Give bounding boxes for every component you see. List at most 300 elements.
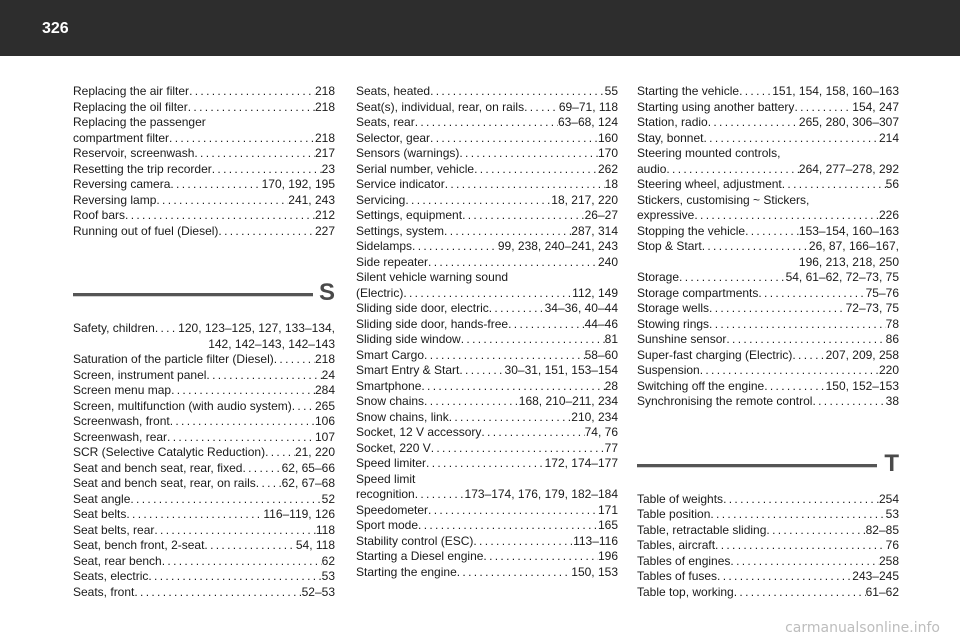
index-column-3	[637, 84, 899, 600]
page-reference: 34–36, 40–44	[544, 301, 618, 315]
entry-row	[356, 239, 618, 255]
entry-row	[73, 507, 335, 523]
entry-row	[73, 399, 335, 415]
entry-term: Safety, children	[73, 321, 155, 335]
index-entry	[356, 549, 618, 565]
entry-row	[356, 317, 618, 333]
entry-term: Seat, bench front, 2-seat	[73, 538, 205, 552]
index-entry	[356, 456, 618, 472]
entry-term: Stop & Start	[637, 239, 702, 253]
entry-row	[637, 523, 899, 539]
dot-leader	[134, 585, 301, 601]
page-reference: 196	[597, 549, 618, 563]
entry-row	[73, 162, 335, 178]
page-reference: 74, 76	[584, 425, 618, 439]
entry-term: Table position	[637, 507, 711, 521]
entry-row	[356, 208, 618, 224]
dot-leader	[430, 131, 598, 147]
index-entry	[73, 115, 335, 146]
page-reference-continued: 196, 213, 218, 250	[798, 254, 899, 269]
index-entry	[73, 84, 335, 100]
page-reference: 168, 210–211, 234	[518, 394, 618, 408]
dot-leader	[412, 239, 498, 255]
dot-leader	[265, 445, 295, 461]
page-reference: 220	[878, 363, 899, 377]
page-reference: 150, 153	[571, 564, 618, 579]
entry-row	[356, 301, 618, 317]
dot-leader	[679, 270, 786, 286]
entry-row	[73, 538, 335, 554]
entry-row	[637, 332, 899, 348]
index-entry	[73, 538, 335, 554]
entry-term: compartment filter	[73, 130, 170, 145]
entry-heading-line: Speed limit	[356, 471, 416, 486]
page-reference: 160	[597, 130, 618, 145]
section-divider	[73, 293, 313, 297]
index-entry	[73, 523, 335, 539]
index-entry	[73, 445, 335, 461]
page-reference: 107	[314, 429, 335, 444]
entry-row	[637, 131, 899, 147]
index-entry	[356, 301, 618, 317]
index-entry	[73, 100, 335, 116]
entry-term: Seat belts	[73, 507, 127, 521]
index-entry	[356, 363, 618, 379]
index-entry	[73, 368, 335, 384]
entry-row	[637, 162, 899, 178]
entry-term: Service indicator	[356, 177, 445, 191]
entry-row	[637, 100, 899, 116]
index-list	[356, 84, 618, 580]
index-column-2	[356, 84, 618, 580]
entry-heading-line: Replacing the passenger	[73, 115, 206, 129]
entry-term: Storage	[637, 270, 680, 284]
entry-row	[356, 425, 618, 441]
page-reference: 106	[314, 414, 335, 428]
index-list	[637, 492, 899, 601]
dot-leader	[444, 224, 571, 240]
entry-row	[73, 414, 335, 430]
index-entry	[637, 317, 899, 333]
entry-row	[356, 394, 618, 410]
index-entry	[73, 146, 335, 162]
entry-row	[73, 585, 335, 601]
dot-leader	[242, 461, 281, 477]
dot-leader	[508, 317, 585, 333]
page-reference: 226	[878, 208, 899, 222]
page-reference: 118	[315, 522, 335, 537]
page-reference: 284	[314, 383, 335, 397]
entry-term: Socket, 12 V accessory	[356, 425, 482, 439]
entry-term: Table of weights	[637, 491, 724, 506]
index-entry	[637, 100, 899, 116]
page-reference: 26, 87, 166–167,	[808, 239, 899, 253]
entry-row	[637, 301, 899, 317]
entry-row	[637, 84, 899, 100]
dot-leader	[170, 414, 315, 430]
entry-row	[356, 255, 618, 271]
dot-leader	[704, 131, 879, 147]
entry-term: Switching off the engine	[637, 378, 765, 393]
entry-row	[356, 115, 618, 131]
page-reference: 55	[604, 84, 618, 98]
index-entry	[356, 131, 618, 147]
dot-leader	[710, 507, 885, 523]
page-reference: 171	[597, 502, 618, 517]
page-reference: 218	[314, 352, 335, 366]
index-entry	[637, 569, 899, 585]
page-reference: 218	[314, 130, 335, 145]
page-reference: 53	[885, 507, 899, 521]
dot-leader	[457, 565, 572, 581]
entry-term: Seat, rear bench	[73, 553, 162, 568]
index-entry	[637, 146, 899, 177]
section-letter: T	[884, 449, 899, 477]
dot-leader	[726, 332, 885, 348]
index-entry	[356, 379, 618, 395]
dot-leader	[154, 523, 315, 539]
entry-row	[356, 441, 618, 457]
index-entry	[637, 363, 899, 379]
dot-leader	[426, 456, 545, 472]
page-reference: 56	[885, 177, 899, 191]
entry-term: Sunshine sensor	[637, 332, 727, 346]
page-reference: 18	[604, 177, 618, 191]
entry-term: Resetting the trip recorder	[73, 161, 212, 176]
entry-row	[356, 332, 618, 348]
dot-leader	[206, 368, 321, 384]
dot-leader	[709, 317, 886, 333]
page-reference-continued: 142, 142–143, 142–143	[208, 336, 335, 351]
dot-leader	[204, 538, 295, 554]
entry-term: Running out of fuel (Diesel)	[73, 223, 219, 238]
entry-term: Speedometer	[356, 502, 429, 517]
entry-term: Seat angle	[73, 491, 131, 506]
entry-term: Station, radio	[637, 115, 708, 129]
page-reference: 62, 67–68	[281, 476, 335, 490]
dot-leader	[459, 146, 598, 162]
entry-row	[356, 100, 618, 116]
entry-heading-line: Steering mounted controls,	[637, 146, 781, 160]
page-reference: 243–245	[852, 569, 899, 583]
page-reference: 77	[604, 440, 618, 455]
entry-row	[637, 270, 899, 286]
section-divider	[637, 464, 877, 468]
entry-term: Seats, electric	[73, 569, 149, 583]
entry-term: Sidelamps	[356, 239, 413, 253]
page-reference: 62, 65–66	[281, 460, 335, 475]
entry-term: Saturation of the particle filter (Diesel)	[73, 352, 274, 366]
dot-leader	[524, 100, 559, 116]
entry-term: Starting using another battery	[637, 99, 795, 114]
entry-row	[73, 476, 335, 492]
entry-row	[73, 368, 335, 384]
entry-row	[356, 162, 618, 178]
entry-row	[73, 445, 335, 461]
page-reference: 62	[321, 553, 335, 568]
index-entry	[356, 146, 618, 162]
dot-leader	[421, 379, 604, 395]
page-reference: 21, 220	[294, 445, 335, 459]
page-reference: 53	[321, 569, 335, 583]
index-entry	[637, 115, 899, 131]
entry-row	[73, 352, 335, 368]
index-entry	[73, 461, 335, 477]
entry-term: Screenwash, rear	[73, 429, 168, 444]
entry-term: Serial number, vehicle	[356, 161, 475, 176]
page-reference: 99, 238, 240–241, 243	[497, 239, 618, 253]
dot-leader	[405, 193, 551, 209]
index-entry	[73, 162, 335, 178]
page-reference: 18, 217, 220	[551, 192, 618, 207]
entry-term: Stowing rings	[637, 316, 710, 331]
index-entry	[356, 162, 618, 178]
entry-term: Tables, aircraft	[637, 538, 716, 552]
index-entry	[356, 534, 618, 550]
entry-row	[356, 286, 618, 302]
dot-leader	[418, 518, 598, 534]
dot-leader	[812, 394, 885, 410]
dot-leader	[189, 84, 315, 100]
entry-term: Seat belts, rear	[73, 522, 155, 537]
dot-leader	[167, 430, 315, 446]
index-entry	[637, 270, 899, 286]
index-entry	[356, 208, 618, 224]
entry-term: Sliding side door, electric	[356, 301, 489, 315]
dot-leader	[292, 399, 315, 415]
entry-row	[356, 456, 618, 472]
entry-term: Screen, multifunction (with audio system)	[73, 398, 292, 413]
page-reference: 52–53	[301, 584, 335, 599]
dot-leader	[782, 177, 886, 193]
entry-term: Smart Cargo	[356, 347, 425, 362]
index-entry	[637, 554, 899, 570]
entry-row	[356, 410, 618, 426]
entry-term: Sliding side door, hands-free	[356, 316, 509, 331]
dot-leader	[194, 146, 315, 162]
entry-row	[73, 461, 335, 477]
index-entry	[356, 255, 618, 271]
index-entry	[73, 399, 335, 415]
entry-term: Super-fast charging (Electric)	[637, 347, 793, 362]
page-reference: 262	[597, 161, 618, 176]
index-entry	[356, 193, 618, 209]
page-reference: 112, 149	[572, 285, 618, 300]
index-entry	[637, 538, 899, 554]
dot-leader	[717, 569, 852, 585]
entry-row	[73, 430, 335, 446]
entry-row	[637, 224, 899, 240]
index-entry	[637, 177, 899, 193]
entry-row	[356, 549, 618, 565]
page-reference: 258	[878, 553, 899, 568]
entry-term: Screen menu map	[73, 383, 172, 397]
dot-leader	[415, 115, 558, 131]
entry-term: audio	[637, 161, 667, 176]
dot-leader	[723, 492, 879, 508]
entry-term: Selector, gear	[356, 130, 431, 145]
page-reference: 173–174, 176, 179, 182–184	[464, 487, 618, 501]
index-entry	[73, 224, 335, 240]
index-entry	[637, 301, 899, 317]
dot-leader	[481, 425, 584, 441]
dot-leader	[424, 394, 519, 410]
page-reference: 165	[597, 518, 618, 532]
entry-row	[637, 115, 899, 131]
dot-leader	[694, 208, 879, 224]
index-entry	[356, 332, 618, 348]
dot-leader	[666, 162, 799, 178]
index-entry	[356, 317, 618, 333]
index-entry	[637, 193, 899, 224]
page-reference: 116–119, 126	[263, 507, 335, 521]
dot-leader	[483, 549, 598, 565]
entry-term: Smart Entry & Start	[356, 363, 460, 377]
section-header	[73, 279, 335, 315]
page-reference: 151, 154, 158, 160–163	[772, 84, 899, 98]
entry-row	[356, 518, 618, 534]
index-entry	[356, 441, 618, 457]
entry-term: Side repeater	[356, 254, 429, 269]
dot-leader	[758, 286, 865, 302]
page-reference: 38	[885, 394, 899, 408]
entry-term: Tables of engines	[637, 553, 731, 568]
dot-leader	[794, 100, 852, 116]
entry-row	[356, 565, 618, 581]
dot-leader	[170, 177, 261, 193]
page-reference: 154, 247	[852, 99, 899, 114]
index-entry	[637, 348, 899, 364]
page-reference: 54, 61–62, 72–73, 75	[785, 270, 899, 284]
page-reference: 218	[314, 99, 335, 114]
entry-row	[73, 131, 335, 147]
index-entry	[356, 503, 618, 519]
index-entry	[73, 352, 335, 368]
page-reference: 207, 209, 258	[825, 347, 899, 362]
page-reference: 28	[604, 378, 618, 393]
entry-row	[637, 363, 899, 379]
dot-leader	[708, 115, 799, 131]
entry-term: Stability control (ESC)	[356, 533, 474, 548]
entry-heading-line: Stickers, customising ~ Stickers,	[637, 192, 810, 207]
index-entry	[73, 492, 335, 508]
entry-term: Seat and bench seat, rear, on rails	[73, 476, 256, 490]
entry-term: Replacing the oil filter	[73, 99, 188, 114]
dot-leader	[745, 224, 799, 240]
page-reference: 254	[878, 491, 899, 506]
entry-row	[73, 84, 335, 100]
entry-term: Screenwash, front	[73, 414, 170, 428]
entry-row	[637, 554, 899, 570]
page-reference: 150, 152–153	[825, 378, 899, 393]
dot-leader	[218, 224, 315, 240]
entry-row	[637, 317, 899, 333]
dot-leader	[256, 476, 282, 492]
entry-term: Settings, system	[356, 223, 445, 238]
index-entry	[356, 472, 618, 503]
entry-term: Steering wheel, adjustment	[637, 177, 782, 191]
index-entry	[73, 208, 335, 224]
entry-row	[637, 394, 899, 410]
entry-row	[356, 348, 618, 364]
entry-row	[637, 239, 899, 255]
entry-row	[356, 177, 618, 193]
index-entry	[637, 332, 899, 348]
dot-leader	[171, 383, 315, 399]
index-entry	[73, 430, 335, 446]
dot-leader	[449, 410, 572, 426]
page-reference: 265, 280, 306–307	[798, 115, 899, 129]
index-entry	[73, 476, 335, 492]
entry-term: Screen, instrument panel	[73, 367, 207, 382]
page-reference: 26–27	[584, 208, 618, 222]
index-entry	[356, 84, 618, 100]
index-list	[73, 321, 335, 600]
entry-row	[356, 363, 618, 379]
entry-row	[356, 146, 618, 162]
entry-row	[637, 538, 899, 554]
index-entry	[73, 321, 335, 352]
dot-leader	[473, 534, 573, 550]
page-reference: 212	[314, 208, 335, 222]
index-entry	[637, 492, 899, 508]
index-entry	[637, 286, 899, 302]
dot-leader	[130, 492, 321, 508]
entry-term: Stopping the vehicle	[637, 223, 746, 238]
entry-term: Reversing camera	[73, 177, 171, 191]
page-reference: 63–68, 124	[557, 115, 618, 129]
page-reference: 241, 243	[288, 192, 335, 207]
entry-row	[356, 379, 618, 395]
entry-term: Speed limiter	[356, 456, 427, 470]
entry-heading-line: Silent vehicle warning sound	[356, 270, 509, 284]
page-reference: 61–62	[865, 584, 899, 599]
page-reference: 75–76	[865, 285, 899, 300]
entry-term: Starting the vehicle	[637, 84, 740, 98]
entry-term: Storage compartments	[637, 285, 759, 300]
entry-term: Starting the engine	[356, 564, 457, 579]
index-list	[73, 84, 335, 239]
dot-leader	[489, 301, 545, 317]
index-entry	[356, 100, 618, 116]
page-reference: 69–71, 118	[558, 99, 618, 114]
index-entry	[637, 523, 899, 539]
page-number: 326	[42, 20, 69, 37]
page-reference: 265	[314, 398, 335, 413]
watermark: carmanualsonline.info	[785, 620, 940, 636]
index-entry	[637, 84, 899, 100]
page-reference: 217	[314, 146, 335, 160]
index-entry	[73, 554, 335, 570]
dot-leader	[428, 503, 598, 519]
entry-row	[73, 224, 335, 240]
index-column-1	[73, 84, 335, 600]
entry-term: recognition	[356, 487, 415, 501]
dot-leader	[715, 538, 886, 554]
dot-leader	[792, 348, 825, 364]
entry-term: Sport mode	[356, 518, 419, 532]
dot-leader	[700, 363, 879, 379]
index-list	[637, 84, 899, 410]
index-entry	[637, 224, 899, 240]
index-entry	[356, 518, 618, 534]
page-reference: 264, 277–278, 292	[798, 161, 899, 176]
dot-leader	[459, 363, 504, 379]
dot-leader	[461, 332, 605, 348]
index-entry	[73, 569, 335, 585]
page-reference: 30–31, 151, 153–154	[504, 363, 618, 377]
index-entry	[637, 394, 899, 410]
